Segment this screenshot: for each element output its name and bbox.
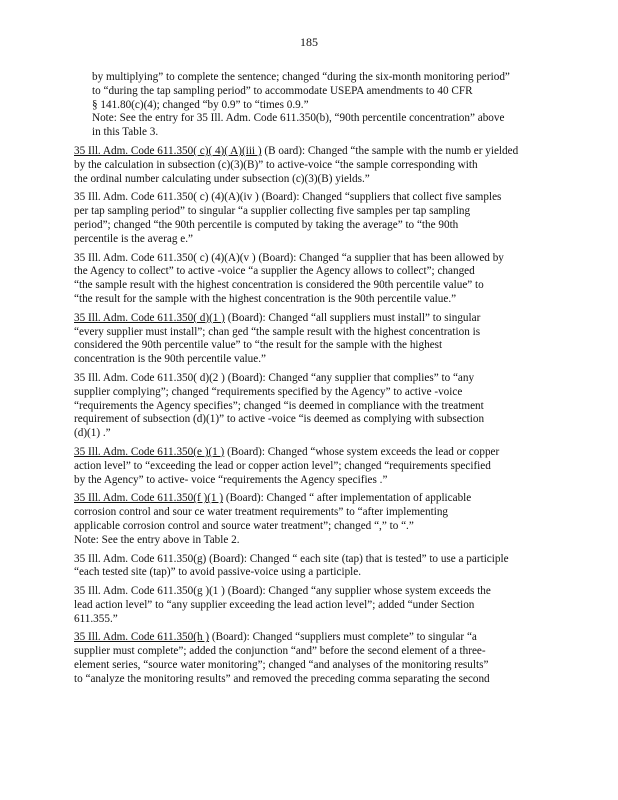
- entry-line: [74, 144, 536, 159]
- code-citation: 35 Ill. Adm. Code 611.350(g )(1 ): [74, 585, 225, 598]
- amendment-entry: [74, 631, 536, 686]
- entry-line: [92, 126, 536, 140]
- amendment-entry: [74, 446, 536, 487]
- entry-line: [74, 385, 536, 400]
- amendment-entry: [74, 252, 536, 307]
- entry-line: [74, 399, 536, 414]
- entry-line: [74, 459, 536, 474]
- code-citation: 35 Ill. Adm. Code 611.350(f )(1 ): [74, 492, 224, 505]
- amendment-entry: [74, 145, 536, 186]
- entry-text: considered the 90th percentile value” to “the result for the sample with the highest: [74, 339, 443, 352]
- document-body: [74, 71, 536, 692]
- entry-line: [74, 191, 536, 205]
- entry-text: (Board): Changed “a supplier that has been allowed by: [255, 251, 504, 264]
- entry-text: the Agency to collect” to active -voice “a supplier the Agency allows to collect”; changed: [74, 265, 475, 278]
- page-number: 185: [300, 35, 318, 49]
- amendment-entry: [74, 372, 536, 441]
- entry-text: period”; changed “the 90th percentile is computed by taking the average” to “the 90th: [74, 218, 459, 231]
- entry-line: [74, 325, 536, 340]
- entry-text: to “during the tap sampling period” to accommodate USEPA amendments to 40 CFR: [92, 84, 473, 97]
- entry-text: (d)(1) .”: [74, 427, 111, 440]
- entry-text: concentration is the 90th percentile value.”: [74, 353, 266, 366]
- entry-text: supplier complying”; changed “requirements specified by the Agency” to active -voice: [74, 385, 463, 398]
- entry-line: [74, 279, 536, 293]
- entry-line: [74, 311, 536, 326]
- entry-line: [74, 519, 536, 534]
- amendment-entry: [74, 553, 536, 581]
- entry-text: corrosion control and sour ce water treatment requirements” to “after implementing: [74, 506, 449, 519]
- entry-text: element series, “source water monitoring”; changed “and analyses of the monitoring results”: [74, 659, 489, 672]
- entry-line: [74, 473, 536, 488]
- entry-text: “requirements the Agency specifies”; changed “is deemed in compliance with the treatment: [74, 399, 484, 412]
- entry-line: [74, 445, 536, 460]
- amendment-entry: [74, 191, 536, 246]
- entry-line: [74, 672, 536, 687]
- entry-text: lead action level” to “any supplier exceeding the lead action level”; added “under Section: [74, 598, 475, 611]
- amendment-entry: [74, 492, 536, 547]
- code-citation: 35 Ill. Adm. Code 611.350(h ): [74, 631, 210, 644]
- entry-text: 611.355.”: [74, 612, 118, 625]
- entry-line: [74, 172, 536, 187]
- code-citation: 35 Ill. Adm. Code 611.350(g): [74, 552, 207, 565]
- entry-text: by the Agency” to active- voice “requirements the Agency specifies .”: [74, 473, 388, 486]
- entry-text: action level” to “exceeding the lead or copper action level”; changed “requirements specified: [74, 459, 491, 472]
- entry-line: [74, 339, 536, 353]
- entry-text: (Board): Changed “suppliers must complete” to singular “a: [209, 631, 477, 644]
- entry-text: (Board): Changed “any supplier that complies” to “any: [224, 371, 475, 384]
- entry-text: (B oard): Changed “the sample with the numb er yielded: [261, 144, 519, 157]
- code-citation: 35 Ill. Adm. Code 611.350( c)( 4)( A)(iii ): [74, 144, 262, 157]
- entry-line: [74, 292, 536, 307]
- entry-text: (Board): Changed “ after implementation of applicable: [223, 492, 472, 505]
- entry-line: [74, 427, 536, 441]
- entry-line: [74, 492, 536, 506]
- continuation-paragraph: [74, 71, 536, 140]
- entry-text: “each tested site (tap)” to avoid passive-voice using a participle.: [74, 566, 362, 579]
- entry-line: [74, 598, 536, 613]
- entry-text: in this Table 3.: [92, 126, 159, 139]
- entry-text: requirement of subsection (d)(1)” to active -voice “is deemed as complying with subsection: [74, 413, 485, 426]
- entry-text: Note: See the entry for 35 Ill. Adm. Code 611.350(b), “90th percentile concentration” above: [92, 112, 505, 125]
- entry-text: Note: See the entry above in Table 2.: [74, 533, 240, 546]
- entry-text: supplier must complete”; added the conjunction “and” before the second element of a three-: [74, 645, 486, 658]
- entry-line: [74, 552, 536, 567]
- code-citation: 35 Ill. Adm. Code 611.350( d)(2 ): [74, 371, 225, 384]
- entry-line: [74, 205, 536, 219]
- entry-text: applicable corrosion control and source water treatment”; changed “,” to “.”: [74, 519, 414, 532]
- entry-text: (Board): Changed “any supplier whose system exceeds the: [224, 585, 491, 598]
- entry-text: “the sample result with the highest concentration is considered the 90th percentile value” to: [74, 279, 484, 292]
- entry-line: [74, 265, 536, 279]
- entry-line: [74, 659, 536, 673]
- entry-text: (Board): Changed “ each site (tap) that is tested” to use a participle: [206, 552, 509, 565]
- entry-line: [74, 218, 536, 233]
- entry-line: [92, 85, 536, 99]
- code-citation: 35 Ill. Adm. Code 611.350( c) (4)(A)(v ): [74, 251, 256, 264]
- entry-line: [92, 99, 536, 113]
- entry-text: “the result for the sample with the highest concentration is the 90th percentile value.”: [74, 292, 457, 305]
- entry-text: “every supplier must install”; chan ged “the sample result with the highest concentration is: [74, 325, 481, 338]
- entry-text: (Board): Changed “whose system exceeds the lead or copper: [224, 445, 500, 458]
- entry-text: by multiplying” to complete the sentence; changed “during the six-month monitoring period”: [92, 71, 510, 83]
- entry-text: (Board): Changed “all suppliers must install” to singular: [224, 311, 481, 324]
- entry-text: by the calculation in subsection (c)(3)(B)” to active-voice “the sample corresponding with: [74, 158, 478, 171]
- entry-line: [74, 251, 536, 266]
- code-citation: 35 Ill. Adm. Code 611.350(e )(1 ): [74, 445, 225, 458]
- code-citation: 35 Ill. Adm. Code 611.350( c) (4)(A)(iv ): [74, 191, 259, 204]
- entry-line: [74, 158, 536, 173]
- entry-text: the ordinal number calculating under subsection (c)(3)(B) yields.”: [74, 172, 370, 185]
- entry-line: [74, 371, 536, 386]
- entry-line: [74, 631, 536, 645]
- entry-text: per tap sampling period” to singular “a supplier collecting five samples per tap sampling: [74, 205, 471, 218]
- amendment-entry: [74, 312, 536, 367]
- entry-line: [92, 71, 536, 85]
- entry-line: [74, 612, 536, 627]
- amendment-entry: [74, 585, 536, 626]
- entry-text: § 141.80(c)(4); changed “by 0.9” to “times 0.9.”: [92, 98, 309, 111]
- entry-text: (Board): Changed “suppliers that collect five samples: [258, 191, 502, 204]
- entry-line: [74, 506, 536, 520]
- entry-line: [74, 413, 536, 427]
- entry-text: to “analyze the monitoring results” and removed the preceding comma separating the second: [74, 672, 490, 685]
- entry-line: [74, 645, 536, 659]
- entry-line: [74, 232, 536, 247]
- entry-line: [74, 533, 536, 548]
- entry-line: [74, 353, 536, 367]
- entry-line: [92, 112, 536, 126]
- entry-line: [74, 585, 536, 599]
- code-citation: 35 Ill. Adm. Code 611.350( d)(1 ): [74, 311, 225, 324]
- entry-line: [74, 566, 536, 580]
- entry-text: percentile is the averag e.”: [74, 232, 193, 245]
